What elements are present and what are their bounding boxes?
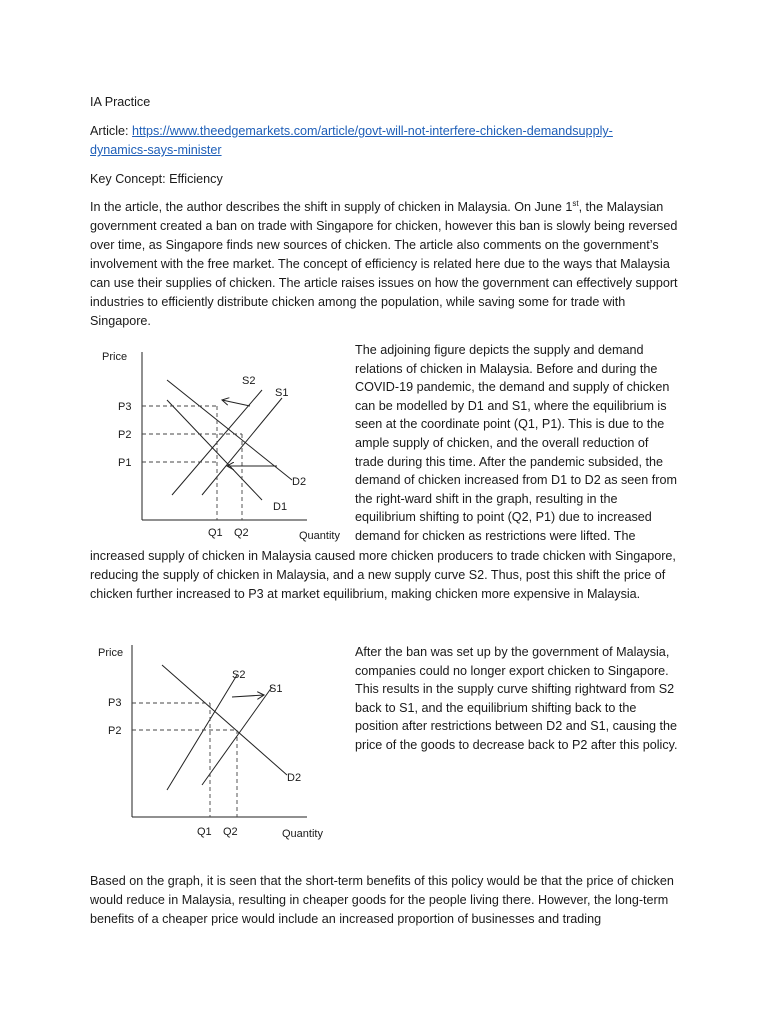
figure-2-chart (92, 635, 347, 845)
curve-d2 (167, 380, 292, 480)
article-link[interactable]: https://www.theedgemarkets.com/article/govt-will-not-interfere-chicken-demandsupply- (132, 124, 613, 138)
label-s1: S1 (269, 683, 283, 695)
figure-1-description: The adjoining figure depicts the supply and demand relations of chicken in Malaysia. Before and during the COVID-19 pandemic, the demand and supply of chicken can be modelled by D1 and S1, where the equilibrium is seen at the coordinate point (Q1, P1). This is due to the ample supply of chicken, and the overall reduction of trade during this time. After the pandemic subsided, the demand of chicken increased from D1 to D2 as seen from the right-ward shift in the graph, resulting in the equilibrium shifting to point (Q2, P1) due to increased demand for chicken as restrictions were lifted. The (355, 343, 677, 543)
curve-d2 (162, 665, 287, 775)
conclusion-paragraph: Based on the graph, it is seen that the short-term benefits of this policy would be that the price of chicken would reduce in Malaysia, resulting in cheaper goods for the people living there. However, the long-term benefits of a cheaper price would include an increased proportion of businesses and trading (90, 874, 674, 926)
intro-paragraph (90, 198, 680, 331)
tick-q1: Q1 (197, 826, 212, 838)
label-s1: S1 (275, 387, 289, 399)
figure-1-continuation: increased supply of chicken in Malaysia caused more chicken producers to trade chicken with Singapore, reducing the supply of chicken in Malaysia, and a new supply curve S2. Thus, post this shift the price of chicken further increased to P3 at market equilibrium, making chicken more expensive in Malaysia. (90, 549, 676, 601)
tick-p2: P2 (108, 725, 122, 737)
tick-q2: Q2 (223, 826, 238, 838)
curve-s2 (167, 675, 237, 790)
intro-text-b: , the Malaysian government created a ban on trade with Singapore for chicken, however this ban is slowly being reversed over time, as Singapore finds new sources of chicken. The article also comments on the government’s involvement with the free market. The concept of efficiency is related here due to the ways that Malaysia can use their supplies of chicken. The article raises issues on how the government can effectively support industries to efficiently distribute chicken among the population, while saving some for trade with Singapore. (90, 200, 678, 328)
key-concept: Key Concept: Efficiency (90, 172, 223, 186)
intro-superscript: st (572, 198, 579, 208)
x-axis-label: Quantity (299, 530, 340, 542)
shift-arrow-supply (222, 400, 250, 406)
article-link-continued[interactable]: dynamics-says-minister (90, 143, 222, 157)
tick-q1: Q1 (208, 527, 223, 539)
article-prefix: Article: (90, 124, 132, 138)
tick-p2: P2 (118, 429, 132, 441)
figure-1 (92, 340, 347, 545)
tick-p3: P3 (118, 401, 132, 413)
tick-q2: Q2 (234, 527, 249, 539)
article-reference (90, 122, 680, 160)
label-d1: D1 (273, 501, 288, 513)
curve-d1 (167, 400, 262, 500)
x-axis-label: Quantity (282, 828, 323, 840)
curve-s1 (202, 687, 272, 785)
intro-text-a: In the article, the author describes the shift in supply of chicken in Malaysia. On June 1 (90, 200, 573, 214)
figure-2-description: After the ban was set up by the government of Malaysia, companies could no longer export chicken to Singapore. This results in the supply curve shifting rightward from S2 back to S1, and the equilibrium shifting back to the position after restrictions between D2 and S1, causing the price of the goods to decrease back to P2 after this policy. (355, 645, 678, 752)
label-d2: D2 (292, 476, 307, 488)
tick-p3: P3 (108, 697, 122, 709)
tick-p1: P1 (118, 457, 132, 469)
label-s2: S2 (242, 375, 256, 387)
y-axis-label: Price (102, 351, 128, 363)
label-d2: D2 (287, 772, 302, 784)
y-axis-label: Price (98, 647, 124, 659)
figure-2 (92, 635, 347, 845)
figure-1-chart (92, 340, 347, 545)
label-s2: S2 (232, 669, 246, 681)
document-title: IA Practice (90, 95, 151, 109)
shift-arrow-supply (232, 695, 264, 697)
